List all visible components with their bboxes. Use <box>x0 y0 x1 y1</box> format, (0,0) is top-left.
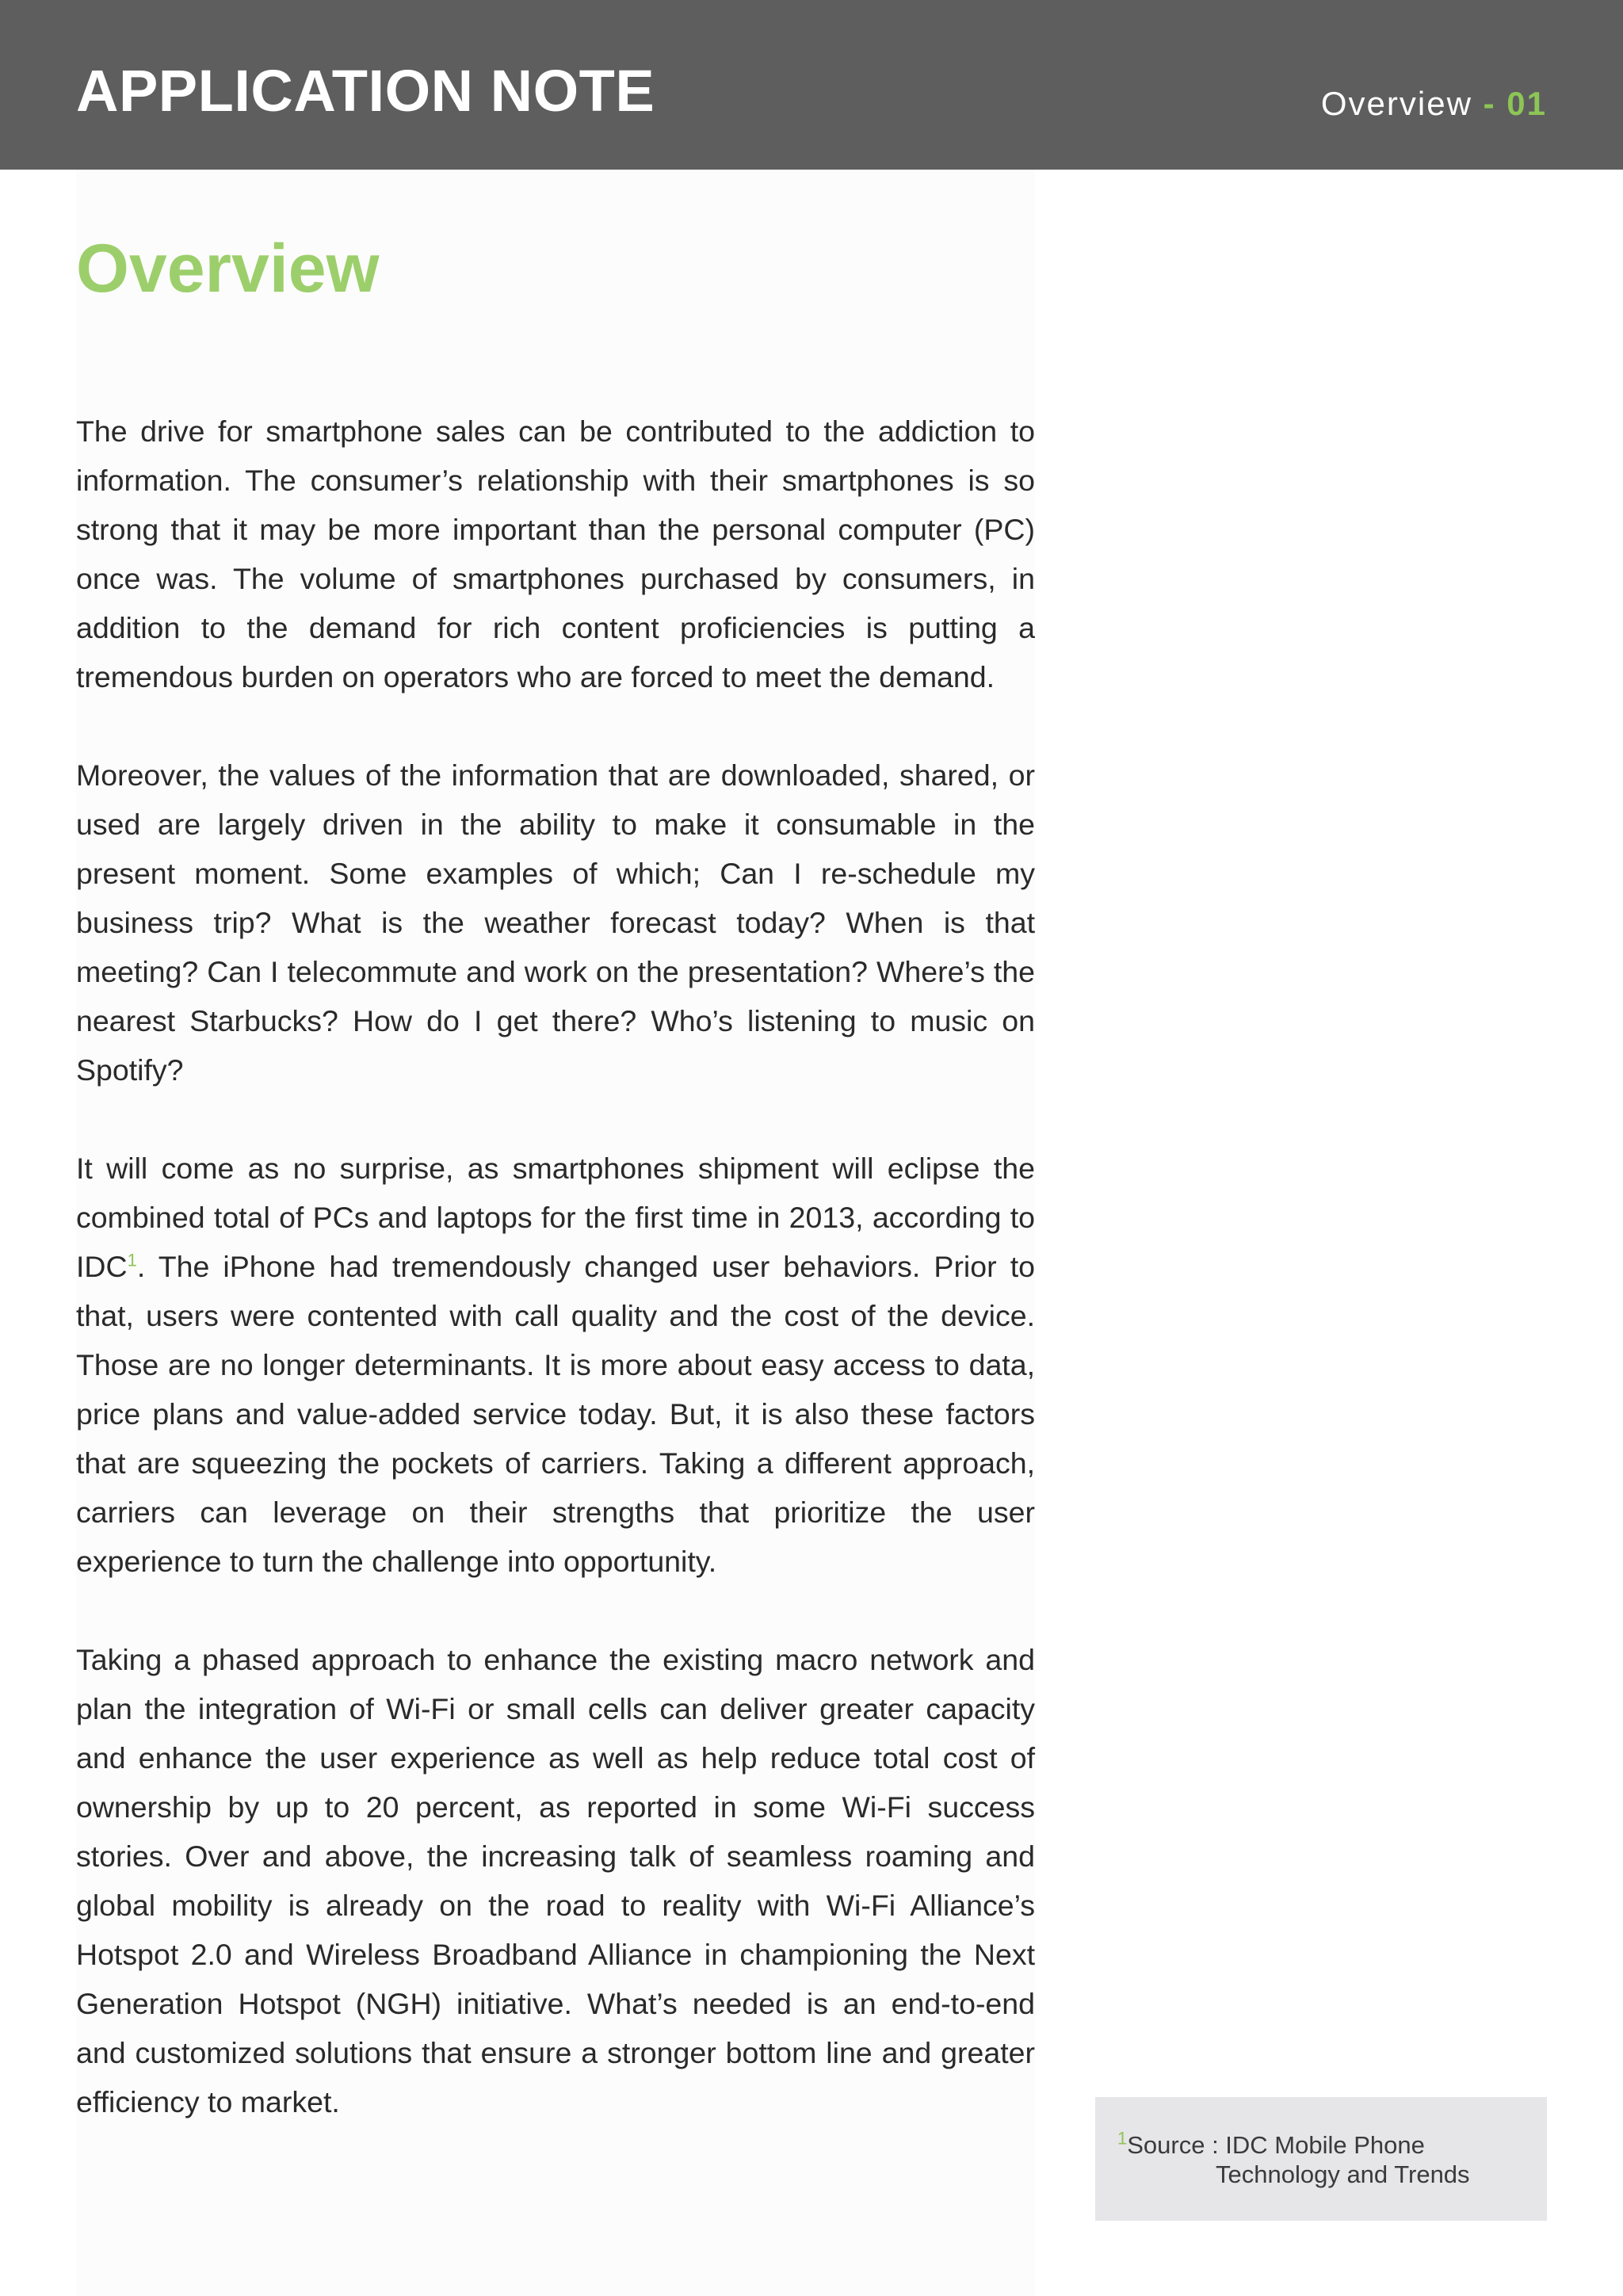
document-type-title: APPLICATION NOTE <box>76 58 655 124</box>
header-section-indicator <box>1321 87 1547 120</box>
paragraph-3-part-2: . The iPhone had tremendously changed user behaviors. Prior to that, users were contented with call quality and the cost of the device. Those are no longer determinants. It is more about easy access to data, price plans and value-added service today. But, it is also these factors that are squeezing the pockets of carriers. Taking a different approach, carriers can leverage on their strengths that prioritize the user experience to turn the challenge into opportunity. <box>76 1250 1035 1578</box>
paragraph-3-part-1: It will come as no surprise, as smartphones shipment will eclipse the combined total of PCs and laptops for the first time in 2013, according to IDC <box>76 1152 1035 1283</box>
footnote-reference: 1 <box>127 1250 137 1270</box>
header-bar <box>0 0 1623 170</box>
footnote-line-1: Source : IDC Mobile Phone <box>1127 2131 1425 2159</box>
footnote-text <box>1117 2130 1470 2189</box>
paragraph-3 <box>76 1144 1035 1586</box>
paragraph-4: Taking a phased approach to enhance the existing macro network and plan the integration of Wi-Fi or small cells can deliver greater capacity and enhance the user experience as well as help reduce total cost of ownership by up to 20 percent, as reported in some Wi-Fi success stories. Over and above, the increasing talk of seamless roaming and global mobility is already on the road to reality with Wi-Fi Alliance’s Hotspot 2.0 and Wireless Broadband Alliance in championing the Next Generation Hotspot (NGH) initiative. What’s needed is an end-to-end and customized solutions that ensure a stronger bottom line and greater efficiency to market. <box>76 1643 1035 2118</box>
footnote-line-2: Technology and Trends <box>1216 2160 1470 2188</box>
paragraph-2: Moreover, the values of the information that are downloaded, shared, or used are largely driven in the ability to make it consumable in the present moment. Some examples of which; Can I re-schedule my business trip? What is the weather forecast today? When is that meeting? Can I telecommute and work on the presentation? Where’s the nearest Starbucks? How do I get there? Who’s listening to music on Spotify? <box>76 758 1035 1087</box>
body-text <box>76 407 1035 2176</box>
header-separator: - <box>1483 85 1496 122</box>
footnote-box <box>1095 2097 1547 2221</box>
paragraph-1: The drive for smartphone sales can be contributed to the addiction to information. The consumer’s relationship with their smartphones is so strong that it may be more important than the personal computer (PC) once was. The volume of smartphones purchased by consumers, in addition to the demand for rich content proficiencies is putting a tremendous burden on operators who are forced to meet the demand. <box>76 415 1035 693</box>
footnote-number: 1 <box>1117 2128 1128 2149</box>
header-section-name: Overview <box>1320 85 1472 122</box>
page-number: 01 <box>1507 85 1547 122</box>
page-title: Overview <box>76 231 380 307</box>
